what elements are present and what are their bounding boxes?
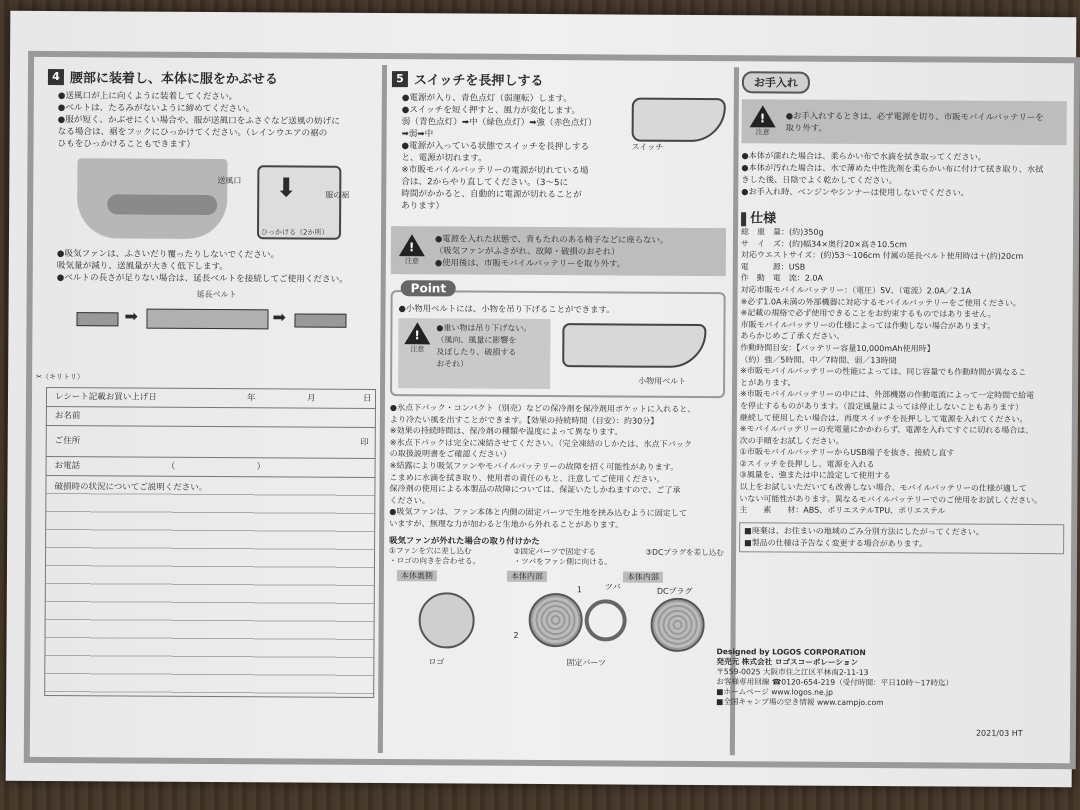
arrow-right-icon: ➡: [272, 307, 286, 327]
text-line: （約）強／5時間、中／7時間、弱／13時間: [740, 354, 897, 365]
text-line: いますが、無理な力が加わると生地から外れることがあります。: [389, 518, 624, 530]
text-line: ひもをひっかけることもできます）: [57, 139, 196, 150]
text-line: 市販モバイルバッテリーの仕様によっては作動しない場合があります。: [740, 319, 996, 331]
company-website-link[interactable]: ■ホームページ www.logos.ne.jp: [716, 687, 834, 697]
name-row[interactable]: [46, 407, 376, 428]
text-line: 次の手順をお試しください。: [739, 435, 844, 446]
care-lines: [741, 149, 1066, 199]
step-3: ③DCプラグを差し込む: [645, 547, 725, 557]
text-line: の取扱説明書をご確認ください）: [389, 448, 512, 460]
month-label: 月: [306, 393, 316, 404]
text-line: ※氷点下パックは完全に凍結させてください。（完全凍結のしかたは、氷点下パック: [389, 436, 692, 449]
warning-icon: [399, 234, 425, 256]
text-line: ●電源が入っている状態でスイッチを長押しする: [401, 141, 590, 153]
damage-description-area[interactable]: [44, 476, 375, 698]
column-divider: [378, 65, 387, 753]
label-brim: ツバ: [604, 581, 621, 592]
paren-left: （: [166, 461, 176, 472]
point-label: Point: [401, 280, 457, 296]
spec-title: 仕様: [741, 207, 1066, 228]
text-line: おそれ）: [436, 359, 469, 369]
text-line: ※必ず1.0A未満の外部機器に対応するモバイルバッテリーをご使用ください。: [740, 296, 1021, 308]
warning-icon: [404, 322, 430, 344]
print-date: 2021/03 HT: [975, 728, 1023, 738]
text-line: ●使用後は、市販モバイルバッテリーを取り外す。: [434, 257, 626, 269]
text-line: ※市販モバイルバッテリーの中には、外部機器の作動電流によって一定時間で給電: [740, 389, 1035, 401]
text-line: ●ベルトの長さが足りない場合は、延長ベルトを接続してご使用ください。: [56, 273, 348, 285]
section-5-bullets: [401, 92, 612, 213]
address-row[interactable]: [46, 426, 376, 459]
text-line: ●本体が濡れた場合は、柔らかい布で水滴を拭き取ってください。: [741, 150, 987, 162]
text-line: ●ベルトは、たるみがないように締めてください。: [57, 103, 255, 115]
text-line: ②スイッチを長押しし、電源を入れる: [739, 459, 875, 469]
warning-icon: [750, 105, 776, 127]
caution-box: [391, 226, 726, 276]
text-line: ●お手入れするときは、必ず電源を切り、市販モバイルバッテリーを: [785, 110, 1044, 123]
label-small-belt: 小物用ベルト: [638, 376, 687, 386]
text-line: ※結露により吸気ファンやモバイルバッテリーの故障を招く可能性があります。: [389, 460, 679, 472]
text-line: あらかじめご了承ください。: [740, 331, 845, 342]
label-vent: 送風口: [217, 176, 242, 186]
text-line: ●電源が入り、青色点灯（弱運転）します。: [401, 93, 572, 105]
step-2: ②固定パーツで固定する: [513, 546, 597, 556]
spec-size: サ イ ズ：(約)幅34×奥行20×高さ10.5cm: [740, 238, 907, 249]
cut-line-label: ✂（キリトリ）: [36, 372, 85, 382]
belt-illustration: [46, 288, 376, 340]
stamp-label: 印: [360, 437, 369, 448]
care-caution-box: [742, 99, 1067, 145]
spec-power: 電 源：USB: [740, 261, 806, 272]
fan-steps: [389, 546, 724, 568]
phone-row[interactable]: [46, 457, 376, 478]
belt-pouch-illustration: [558, 319, 717, 390]
designed-by: Designed by LOGOS CORPORATION: [716, 647, 866, 657]
text-line: ➡弱➡中: [401, 129, 434, 140]
label-hook: ひっかける（2か所）: [260, 228, 329, 237]
text-line: ●吸気ファンは、ファン本体と内側の固定パーツで生地を挟み込むように固定して: [389, 506, 688, 519]
name-label: お名前: [54, 411, 81, 422]
caution-tag: 注意: [410, 345, 425, 354]
point-caution: [398, 318, 550, 389]
label-dc-plug: DCプラグ: [656, 586, 693, 596]
disposal-notes: [739, 522, 1064, 554]
address-label: ご住所: [54, 436, 81, 447]
section-5-heading: [392, 69, 727, 90]
section-5-title: スイッチを長押しする: [413, 73, 544, 90]
point-text: ●小物用ベルトには、小物を吊り下げることができます。: [398, 303, 615, 315]
text-line: いない可能性があります。異なるモバイルバッテリーでのご使用をお試しください。: [739, 493, 1043, 505]
company-footer: [716, 647, 953, 708]
text-line: なる場合は、裾をフックにひっかけてください。（レインウエアの裾の: [57, 127, 328, 139]
box-label-back: 本体裏側: [397, 570, 437, 581]
fan-illustrations: [388, 570, 724, 672]
purchase-date-label: レシート記載お買い上げ日: [54, 392, 157, 403]
label-fixed-parts: 固定パーツ: [566, 657, 607, 667]
text-line: ※市販モバイルバッテリーの性能によっては、同じ容量でも作動時間が異なるこ: [740, 366, 1027, 378]
text-line: 取り外す。: [785, 122, 827, 133]
fan-install-title: 吸気ファンが外れた場合の取り付けかた: [389, 534, 540, 546]
text-line: ■廃棄は、お住まいの地域のごみ分別方法にしたがってください。: [744, 526, 984, 537]
label-number-2: 2: [513, 630, 519, 640]
text-line: ●氷点下パック・コンパクト（別売）などの保冷剤を保冷剤用ポケットに入れると、: [389, 402, 696, 414]
text-line: 合は、2からやり直してください。（3～5に: [401, 177, 569, 189]
section-4-title: 腰部に装着し、本体に服をかぶせる: [69, 71, 279, 88]
text-line: ●本体が汚れた場合は、水で薄めた中性洗剤を柔らかい布に付けて拭き取り、水拭: [741, 162, 1044, 175]
text-line: ●お手入れ時、ベンジンやシンナーは使用しないでください。: [741, 186, 969, 198]
text-line: ●スイッチを短く押すと、風力が変化します。: [401, 105, 581, 117]
text-line: 保冷剤の使用による本製品の故障については、保証いたしかねますので、ご了承: [389, 483, 681, 496]
label-logo: ロゴ: [428, 656, 445, 666]
label-number-1: 1: [576, 584, 582, 594]
text-line: ※記載の規格で必ず使用できることをお約束するものではありません。: [740, 308, 996, 319]
spec-runtime: 作動時間目安：【バッテリー容量10,000mAh使用時】: [740, 343, 935, 354]
text-line: ①市販モバイルバッテリーからUSB端子を抜き、接続し直す: [739, 447, 955, 458]
point-box: [390, 281, 726, 398]
care-title: お手入れ: [742, 71, 810, 93]
label-extension-belt: 延長ベルト: [196, 289, 237, 300]
text-line: 弱（青色点灯）➡中（緑色点灯）➡強（赤色点灯）: [401, 117, 597, 129]
column-left: [36, 57, 378, 759]
fan-icon: [528, 592, 582, 646]
caution-tag: 注意: [755, 128, 770, 137]
step-number: 4: [48, 68, 64, 84]
day-label: 日: [362, 393, 372, 404]
text-line: ●電源を入れた状態で、背もたれのある椅子などに座らない。: [434, 233, 669, 245]
spec-battery: 対応市販モバイルバッテリー：（電圧）5V、（電流）2.0A／2.1A: [740, 285, 972, 296]
text-line: こまめに水滴を拭き取り、使用者の責任のもと、注意してご使用ください。: [389, 471, 665, 484]
step-number: 5: [392, 71, 408, 87]
text-line: ●吸気ファンは、ふさいだり覆ったりしないでください。: [56, 249, 280, 261]
text-line: あります）: [401, 201, 445, 212]
text-line: ※モバイルバッテリーの充電量にかかわらず、電源を入れてすぐに切れる場合は、: [739, 424, 1034, 436]
receipt-form: [36, 372, 376, 698]
waist-illustration: [77, 154, 378, 246]
caution-tag: 注意: [404, 257, 419, 266]
text-line: （吸気ファンがふさがれ、故障・破損のおそれ）: [434, 245, 620, 257]
fan-notes: [57, 248, 377, 286]
column-middle: [388, 59, 727, 761]
arrow-down-icon: ⬇: [275, 173, 298, 204]
text-line: ください。: [389, 494, 430, 506]
phone-label: お電話: [54, 461, 81, 472]
spec-weight: 総 重 量：(約)350g: [740, 227, 824, 237]
text-line: ●服が短く、かぶせにくい場合や、服が送風口をふさぐなど送風の妨げに: [57, 115, 340, 127]
damage-label: 破損時の状況についてご説明ください。: [54, 482, 208, 493]
company-address: 〒559-0025 大阪市住之江区平林南2-11-13: [716, 667, 869, 678]
spec-lines: [739, 226, 1066, 518]
spec-waist: 対応ウエストサイズ：(約)53～106cm 付属の延長ベルト使用時は＋(約)20cm: [740, 250, 1024, 262]
step-2-note: ・ツバをファン側に向ける。: [513, 556, 612, 566]
fixed-ring-icon: [585, 599, 627, 641]
company-phone: お客様専用回線 ☎0120-654-219（受付時間：平日10時～17時迄）: [716, 677, 954, 688]
box-label-inside: 本体内部: [623, 571, 663, 582]
switch-illustration: [631, 94, 721, 165]
text-line: 継続して使用したい場合は、再度スイッチを長押しして電源を入れてください。: [739, 412, 1028, 424]
step-1: ①ファンを穴に差し込む: [389, 545, 472, 556]
step-1-note: ・ロゴの向きを合わせる。: [388, 555, 481, 566]
section-4-bullets: [58, 90, 378, 152]
text-line: ●重い物は吊り下げない。: [436, 323, 532, 333]
text-line: ※効果の持続時間は、保冷剤の種類や温度によって異なります。: [389, 425, 623, 437]
text-line: きした後、日陰でよく乾かしてください。: [741, 174, 897, 186]
fan-icon: [650, 597, 704, 651]
seller-name: 発売元 株式会社 ロゴスコーポレーション: [716, 657, 859, 667]
section-4-heading: [48, 67, 378, 88]
text-line: 及ぼしたり、破損する: [436, 347, 517, 357]
paren-right: ）: [256, 462, 266, 473]
text-line: を停止するものがあります。（設定風量によっては停止しないこともあります）: [739, 401, 1024, 412]
section-5-body: [391, 92, 727, 214]
text-line: 吸気量が減り、送風量が大きく低下します。: [56, 261, 229, 273]
label-hem: 服の裾: [325, 190, 350, 200]
purchase-date-row: [46, 387, 376, 409]
campsite-website-link[interactable]: ■全国キャンプ場の空き情報 www.campjo.com: [716, 697, 884, 708]
text-line: 以上をお試しいただいても改善しない場合、モバイルバッテリーの仕様が適して: [739, 482, 1027, 494]
text-line: 時間がかかると、自動的に電源が切れることが: [401, 189, 582, 201]
label-switch: スイッチ: [631, 142, 664, 152]
arrow-right-icon: ➡: [124, 306, 138, 326]
text-line: ●送風口が上に向くように装着してください。: [57, 91, 238, 103]
text-line: ③風量を、強または中に設定して使用する: [739, 470, 891, 481]
text-line: と、電源が切れます。: [401, 153, 487, 164]
spec-material: 主 素 材：ABS、ポリエステルTPU、ポリエステル: [739, 505, 946, 516]
fan-icon: [418, 592, 474, 648]
box-label-inside: 本体内部: [507, 570, 547, 581]
instruction-sheet: [6, 11, 1077, 787]
text-line: より冷たい風を出すことができます。【効果の持続時間（目安）：約30分】: [389, 413, 659, 426]
cooling-notes: [389, 402, 725, 532]
text-line: とがあります。: [740, 377, 796, 388]
text-line: ■製品の仕様は予告なく変更する場合があります。: [744, 538, 928, 549]
year-label: 年: [246, 393, 256, 404]
text-line: （風向、風量に影響を: [436, 335, 517, 345]
spec-current: 作 動 電 流：2.0A: [740, 273, 823, 284]
text-line: ※市販モバイルバッテリーの電源が切れている場: [401, 165, 589, 177]
